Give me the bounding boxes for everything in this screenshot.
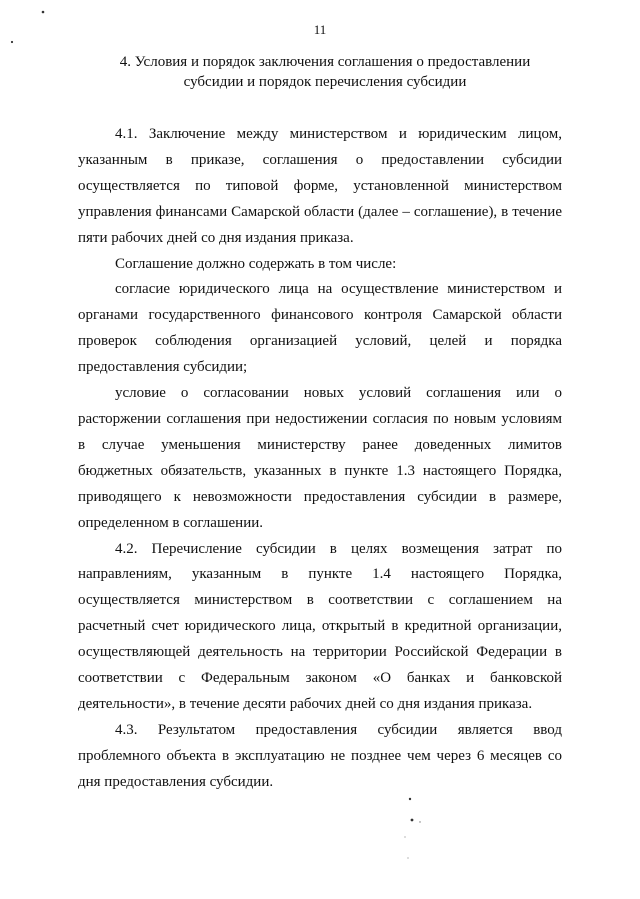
scan-speck bbox=[419, 821, 420, 822]
scan-speck bbox=[404, 836, 405, 837]
paragraph-consent-clause: согласие юридического лица на осуществление министерством и органами государственного финансового контроля Самарской области проверок соблюдения организацией условий, целей и порядка предоставления субсидии; bbox=[78, 281, 562, 376]
section-heading-line-1: 4. Условия и порядок заключения соглашения о предоставлении bbox=[119, 54, 531, 70]
section-heading-line-2: субсидии и порядок перечисления субсидии bbox=[183, 74, 467, 90]
scan-speck bbox=[407, 857, 408, 858]
section-heading bbox=[90, 52, 560, 92]
scan-speck bbox=[411, 819, 414, 822]
paragraph-agreement-contents: Соглашение должно содержать в том числе: bbox=[115, 255, 397, 272]
scan-speck bbox=[42, 11, 45, 14]
document-body bbox=[78, 122, 562, 796]
scan-speck bbox=[409, 798, 411, 800]
paragraph-4-1: 4.1. Заключение между министерством и юридическим лицом, указанным в приказе, соглашения о предоставлении субсидии осуществляется по типовой форме, установленной министерством управления финансами Самарской области (далее – соглашение), в течение пяти рабочих дней со дня издания приказа. bbox=[78, 126, 562, 246]
page-number: 11 bbox=[313, 22, 327, 37]
paragraph-renegotiation-clause: условие о согласовании новых условий соглашения или о расторжении соглашения при недостижении согласия по новым условиям в случае уменьшения министерству ранее доведенных лимитов бюджетных обязательств, указанных в пункте 1.3 настоящего Порядка, приводящего к невозможности предоставления субсидии в размере, определенном в соглашении. bbox=[78, 385, 562, 531]
scan-speck bbox=[11, 41, 13, 43]
paragraph-4-3: 4.3. Результатом предоставления субсидии является ввод проблемного объекта в эксплуатацию не позднее чем через 6 месяцев со дня предоставления субсидии. bbox=[78, 721, 562, 790]
paragraph-4-2: 4.2. Перечисление субсидии в целях возмещения затрат по направлениям, указанным в пункте 1.4 настоящего Порядка, осуществляется министерством в соответствии с соглашением на расчетный счет юридического лица, открытый в кредитной организации, осуществляющей деятельность на территории Российской Федерации в соответствии с Федеральным законом «О банках и банковской деятельности», в течение десяти рабочих дней со дня издания приказа. bbox=[78, 540, 562, 712]
